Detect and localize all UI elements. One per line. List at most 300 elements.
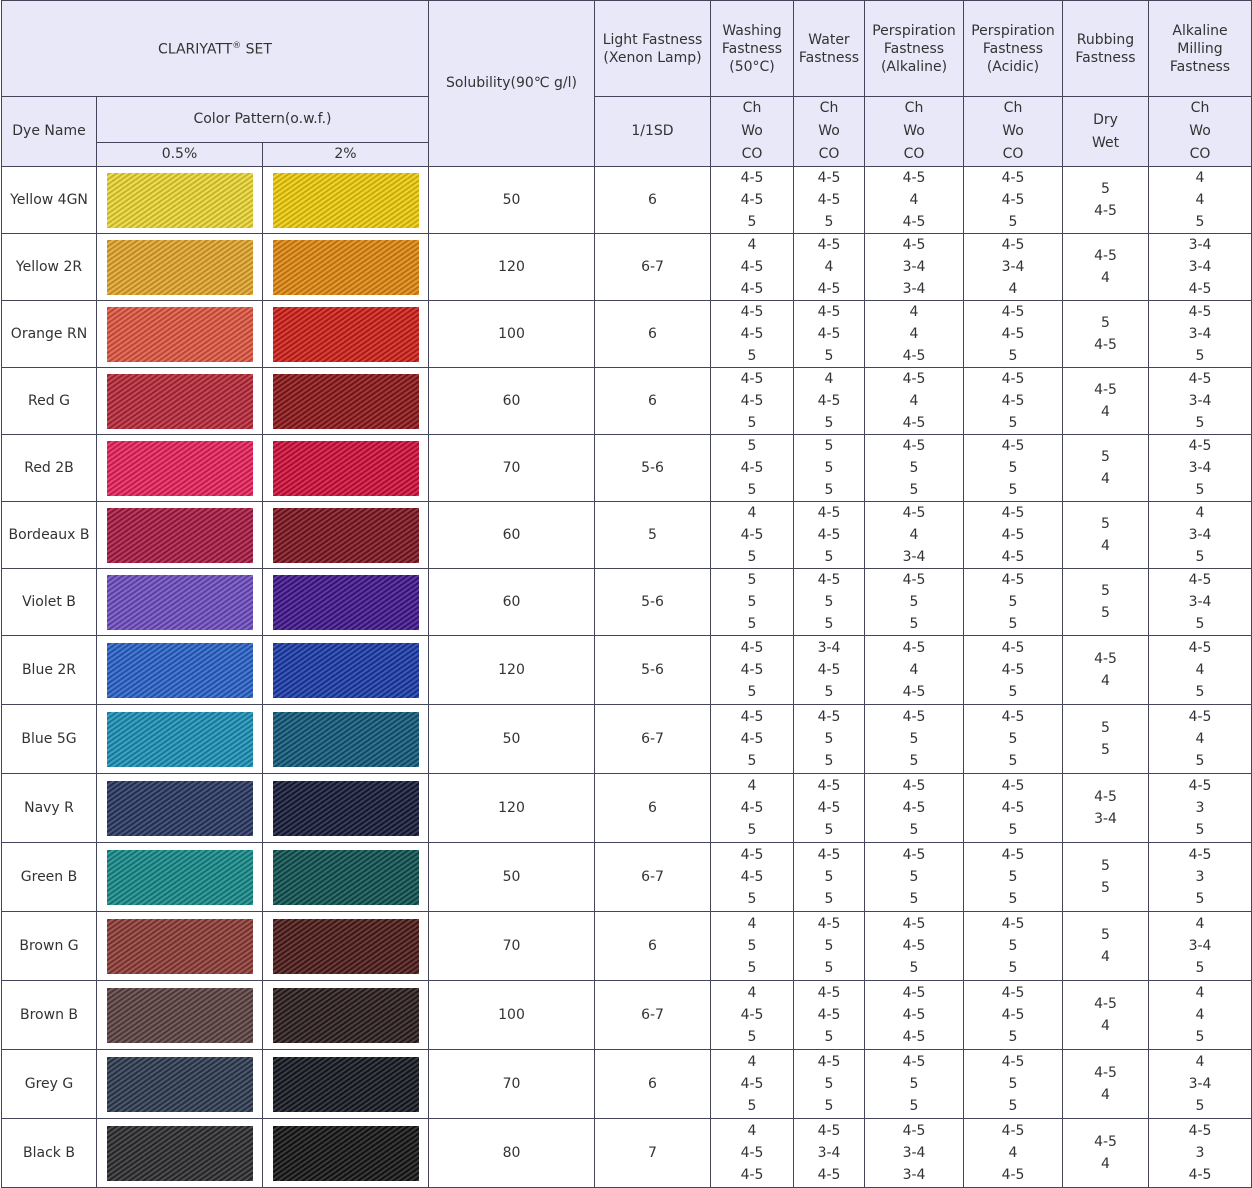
rating-value: 5 (1008, 1098, 1018, 1114)
persp-alk-cell (865, 843, 964, 912)
swatch-cell-high (263, 435, 429, 502)
rating-value: 4-5 (902, 938, 926, 954)
solubility-cell: 70 (429, 1050, 595, 1119)
rating-value: 5 (1195, 482, 1205, 498)
rating-value: 5 (1195, 960, 1205, 976)
fabric-swatch (107, 850, 253, 905)
table-row (2, 234, 1252, 301)
rating-value: 4-5 (817, 709, 841, 725)
rating-value: 4 (1101, 404, 1110, 420)
rating-value: 5 (747, 938, 757, 954)
rating-value: 4-5 (740, 170, 764, 186)
rating-value: 4-5 (1188, 371, 1212, 387)
milling-cell (1149, 981, 1252, 1050)
set-title-header (2, 1, 429, 97)
rating-value: 4-5 (902, 800, 926, 816)
rating-value: 5 (747, 572, 757, 588)
persp-alk-cell (865, 912, 964, 981)
rubbing-cell (1063, 774, 1149, 843)
rating-value: 5 (747, 960, 757, 976)
rating-value: 4 (909, 662, 919, 678)
water-cell (794, 502, 865, 569)
rating-value: 4-5 (740, 371, 764, 387)
rating-value: 4 (747, 916, 757, 932)
rating-value: 5 (747, 415, 757, 431)
rating-value: 4-5 (1001, 549, 1025, 565)
rating-value: 5 (1195, 822, 1205, 838)
rating-value: 5 (1195, 348, 1205, 364)
rating-value: 4-5 (902, 684, 926, 700)
rating-value: 5 (824, 1029, 834, 1045)
solubility-header: Solubility(90℃ g/l) (429, 1, 595, 167)
persp-acid-cell (964, 167, 1063, 234)
washing-cell (711, 843, 794, 912)
water-cell (794, 774, 865, 843)
rating-value: 5 (1008, 1076, 1018, 1092)
rating-value: 4-5 (1001, 985, 1025, 1001)
rating-value: 4-5 (902, 438, 926, 454)
water-sub-header: Ch Wo CO (794, 97, 865, 167)
rating-value: 5 (1101, 880, 1110, 896)
water-cell (794, 912, 865, 981)
table-row (2, 1050, 1252, 1119)
rating-value: 5 (824, 616, 834, 632)
water-cell (794, 636, 865, 705)
rating-value: 4-5 (817, 778, 841, 794)
rating-value: 5 (824, 753, 834, 769)
solubility-cell: 60 (429, 502, 595, 569)
persp-acid-cell (964, 234, 1063, 301)
rating-value: 4-5 (1001, 438, 1025, 454)
fabric-swatch (107, 1126, 253, 1181)
rubbing-cell (1063, 843, 1149, 912)
rating-value: 4-5 (902, 1054, 926, 1070)
persp-alk-cell (865, 1050, 964, 1119)
rating-value: 4-5 (902, 709, 926, 725)
rating-value: 5 (1101, 516, 1110, 532)
persp-acid-cell (964, 774, 1063, 843)
rating-value: 4-5 (817, 304, 841, 320)
table-row (2, 636, 1252, 705)
rating-value: 4-5 (817, 916, 841, 932)
rating-value: 4-5 (740, 1007, 764, 1023)
milling-cell (1149, 368, 1252, 435)
rating-value: 3-4 (1001, 259, 1025, 275)
solubility-cell: 50 (429, 705, 595, 774)
light-fastness-cell: 6 (595, 774, 711, 843)
rating-value: 5 (1008, 960, 1018, 976)
rating-value: 5 (1195, 415, 1205, 431)
rating-value: 4-5 (1001, 847, 1025, 863)
rating-value: 4-5 (902, 985, 926, 1001)
milling-cell (1149, 774, 1252, 843)
milling-cell (1149, 234, 1252, 301)
rating-value: 3-4 (902, 281, 926, 297)
light-fastness-cell: 6-7 (595, 234, 711, 301)
rating-value: 3-4 (902, 1167, 926, 1183)
washing-sub-header: Ch Wo CO (711, 97, 794, 167)
rating-value: 5 (909, 822, 919, 838)
rubbing-cell (1063, 1050, 1149, 1119)
rating-value: 5 (1008, 348, 1018, 364)
rating-value: 4-5 (740, 869, 764, 885)
swatch-cell-low (97, 1050, 263, 1119)
rating-value: 4-5 (1094, 1134, 1117, 1150)
washing-cell (711, 435, 794, 502)
rating-value: 5 (909, 869, 919, 885)
rubbing-cell (1063, 569, 1149, 636)
table-row (2, 1119, 1252, 1188)
fabric-swatch (107, 643, 253, 698)
water-cell (794, 301, 865, 368)
rating-value: 4-5 (740, 460, 764, 476)
rating-value: 3-4 (817, 640, 841, 656)
washing-cell (711, 569, 794, 636)
rating-value: 5 (909, 960, 919, 976)
rating-value: 4 (747, 778, 757, 794)
dye-name-cell: Yellow 4GN (2, 167, 97, 234)
rating-value: 4 (909, 393, 919, 409)
rating-value: 4 (1101, 673, 1110, 689)
rating-value: 4-5 (1001, 237, 1025, 253)
rating-value: 5 (747, 348, 757, 364)
alkaline-milling-header: Alkaline Milling Fastness (1149, 1, 1252, 97)
solubility-cell: 60 (429, 368, 595, 435)
rating-value: 4-5 (1188, 1123, 1212, 1139)
rating-value: 4 (747, 505, 757, 521)
rating-value: 4-5 (1094, 203, 1117, 219)
water-cell (794, 981, 865, 1050)
swatch-cell-high (263, 636, 429, 705)
water-cell (794, 167, 865, 234)
rating-value: 4-5 (1094, 382, 1117, 398)
persp-acid-cell (964, 301, 1063, 368)
fabric-swatch (107, 712, 253, 767)
rating-value: 4-5 (902, 170, 926, 186)
rating-value: 4-5 (817, 1007, 841, 1023)
rating-value: 4-5 (902, 505, 926, 521)
dye-name-cell: Bordeaux B (2, 502, 97, 569)
light-fastness-header: Light Fastness (Xenon Lamp) (595, 1, 711, 97)
water-fastness-header: Water Fastness (794, 1, 865, 97)
solubility-cell: 120 (429, 234, 595, 301)
swatch-cell-high (263, 912, 429, 981)
rating-value: 5 (1195, 1029, 1205, 1045)
rating-value: 4 (1195, 916, 1205, 932)
persp-alk-sub-header: Ch Wo CO (865, 97, 964, 167)
washing-cell (711, 912, 794, 981)
perspiration-acidic-header: Perspiration Fastness (Acidic) (964, 1, 1063, 97)
light-fastness-cell: 7 (595, 1119, 711, 1188)
persp-acid-cell (964, 1050, 1063, 1119)
rating-value: 5 (824, 1076, 834, 1092)
rating-value: 5 (1008, 594, 1018, 610)
fabric-swatch (273, 508, 419, 563)
registered-mark: ® (232, 41, 242, 52)
table-row (2, 167, 1252, 234)
swatch-cell-low (97, 774, 263, 843)
rating-value: 4-5 (902, 572, 926, 588)
rating-value: 5 (824, 415, 834, 431)
milling-sub-header: Ch Wo CO (1149, 97, 1252, 167)
rating-value: 4-5 (1001, 192, 1025, 208)
rating-value: 4 (1195, 505, 1205, 521)
rating-value: 4 (909, 192, 919, 208)
rating-value: 5 (824, 960, 834, 976)
rating-value: 4-5 (1094, 789, 1117, 805)
rating-value: 5 (1008, 616, 1018, 632)
rating-value: 4-5 (902, 214, 926, 230)
persp-alk-cell (865, 636, 964, 705)
dye-name-cell: Blue 5G (2, 705, 97, 774)
rating-value: 4-5 (817, 237, 841, 253)
rating-value: 4-5 (817, 1123, 841, 1139)
fabric-swatch (273, 1057, 419, 1112)
persp-alk-cell (865, 981, 964, 1050)
light-fastness-cell: 6-7 (595, 843, 711, 912)
header-row-sub (2, 97, 1252, 143)
rating-value: 4-5 (1001, 1167, 1025, 1183)
milling-cell (1149, 167, 1252, 234)
rating-value: 4 (747, 985, 757, 1001)
washing-cell (711, 705, 794, 774)
rating-value: 5 (1008, 822, 1018, 838)
water-cell (794, 1119, 865, 1188)
rating-value: 4 (824, 259, 834, 275)
table-body (2, 167, 1252, 1188)
light-fastness-cell: 5-6 (595, 636, 711, 705)
rubbing-cell (1063, 981, 1149, 1050)
milling-cell (1149, 1050, 1252, 1119)
rating-value: 4-5 (1001, 709, 1025, 725)
dye-fastness-table (1, 0, 1252, 1188)
dye-name-cell: Green B (2, 843, 97, 912)
light-fastness-cell: 6 (595, 1050, 711, 1119)
rating-value: 5 (1008, 684, 1018, 700)
rating-value: 4-5 (1001, 778, 1025, 794)
rating-value: 4 (1195, 1007, 1205, 1023)
fabric-swatch (273, 307, 419, 362)
solubility-cell: 70 (429, 435, 595, 502)
rating-value: 4-5 (740, 393, 764, 409)
rating-value: 4-5 (1001, 572, 1025, 588)
solubility-cell: 120 (429, 636, 595, 705)
table-row (2, 705, 1252, 774)
rating-value: 5 (1195, 753, 1205, 769)
persp-alk-cell (865, 502, 964, 569)
rating-value: 4-5 (817, 281, 841, 297)
rubbing-fastness-header: Rubbing Fastness (1063, 1, 1149, 97)
rating-value: 4 (1101, 1018, 1110, 1034)
rating-value: 5 (824, 460, 834, 476)
fabric-swatch (107, 919, 253, 974)
milling-cell (1149, 502, 1252, 569)
rating-value: 4-5 (817, 985, 841, 1001)
swatch-cell-low (97, 912, 263, 981)
washing-cell (711, 774, 794, 843)
rating-value: 4-5 (740, 527, 764, 543)
rating-value: 5 (1008, 482, 1018, 498)
rating-value: 4 (1195, 1054, 1205, 1070)
fabric-swatch (273, 240, 419, 295)
rating-value: 4-5 (817, 1167, 841, 1183)
rating-value: 4-5 (740, 1145, 764, 1161)
rating-value: 5 (1195, 616, 1205, 632)
fabric-swatch (107, 240, 253, 295)
light-fastness-cell: 6-7 (595, 981, 711, 1050)
dye-name-cell: Orange RN (2, 301, 97, 368)
rating-value: 4-5 (1094, 996, 1117, 1012)
rating-value: 4 (1008, 281, 1018, 297)
rating-value: 4-5 (740, 800, 764, 816)
swatch-cell-high (263, 981, 429, 1050)
swatch-cell-high (263, 234, 429, 301)
fabric-swatch (273, 919, 419, 974)
rating-value: 5 (824, 438, 834, 454)
rating-value: 4-5 (817, 326, 841, 342)
rubbing-cell (1063, 368, 1149, 435)
swatch-cell-high (263, 1119, 429, 1188)
dye-name-cell: Black B (2, 1119, 97, 1188)
washing-cell (711, 1050, 794, 1119)
rating-value: 4 (824, 371, 834, 387)
rating-value: 4-5 (902, 778, 926, 794)
solubility-cell: 80 (429, 1119, 595, 1188)
rating-value: 4-5 (817, 800, 841, 816)
rating-value: 3-4 (902, 549, 926, 565)
persp-alk-cell (865, 705, 964, 774)
rating-value: 5 (824, 214, 834, 230)
swatch-cell-low (97, 368, 263, 435)
rating-value: 4-5 (902, 237, 926, 253)
rating-value: 5 (1008, 460, 1018, 476)
rubbing-cell (1063, 167, 1149, 234)
pct-low-header: 0.5% (97, 142, 263, 166)
rating-value: 5 (747, 482, 757, 498)
rating-value: 5 (747, 594, 757, 610)
rating-value: 4-5 (1001, 1007, 1025, 1023)
rating-value: 4-5 (817, 170, 841, 186)
fabric-swatch (107, 307, 253, 362)
rating-value: 5 (824, 822, 834, 838)
rating-value: 5 (1101, 449, 1110, 465)
washing-fastness-header: Washing Fastness (50°C) (711, 1, 794, 97)
rating-value: 4-5 (740, 731, 764, 747)
persp-alk-cell (865, 368, 964, 435)
washing-cell (711, 368, 794, 435)
water-cell (794, 1050, 865, 1119)
dye-name-cell: Grey G (2, 1050, 97, 1119)
rating-value: 5 (824, 1098, 834, 1114)
swatch-cell-low (97, 843, 263, 912)
table-row (2, 569, 1252, 636)
set-title-suffix: SET (241, 41, 272, 58)
rating-value: 3 (1195, 869, 1205, 885)
rating-value: 5 (824, 482, 834, 498)
rubbing-cell (1063, 301, 1149, 368)
dye-name-cell: Red G (2, 368, 97, 435)
water-cell (794, 234, 865, 301)
rating-value: 5 (747, 891, 757, 907)
dye-name-cell: Red 2B (2, 435, 97, 502)
swatch-cell-high (263, 705, 429, 774)
rating-value: 4 (1008, 1145, 1018, 1161)
rubbing-cell (1063, 1119, 1149, 1188)
rating-value: 3-4 (1094, 811, 1117, 827)
swatch-cell-low (97, 502, 263, 569)
rating-value: 5 (1008, 415, 1018, 431)
rating-value: 5 (909, 594, 919, 610)
rating-value: 5 (1101, 605, 1110, 621)
rating-value: 5 (1008, 891, 1018, 907)
persp-acid-cell (964, 981, 1063, 1050)
rating-value: 5 (909, 891, 919, 907)
dye-name-cell: Brown B (2, 981, 97, 1050)
rating-value: 5 (909, 753, 919, 769)
rating-value: 5 (1101, 583, 1110, 599)
swatch-cell-low (97, 981, 263, 1050)
rating-value: 4-5 (1001, 1123, 1025, 1139)
rating-value: 4-5 (1188, 304, 1212, 320)
light-fastness-cell: 6 (595, 368, 711, 435)
rating-value: 4-5 (817, 393, 841, 409)
table-row (2, 981, 1252, 1050)
rating-value: 5 (909, 1076, 919, 1092)
water-cell (794, 368, 865, 435)
rating-value: 4-5 (817, 847, 841, 863)
rating-value: 5 (909, 616, 919, 632)
rating-value: 3-4 (1188, 460, 1212, 476)
rating-value: 3-4 (902, 1145, 926, 1161)
fabric-swatch (273, 575, 419, 630)
milling-cell (1149, 435, 1252, 502)
rating-value: 5 (1195, 214, 1205, 230)
solubility-cell: 120 (429, 774, 595, 843)
rating-value: 5 (1008, 753, 1018, 769)
swatch-cell-low (97, 301, 263, 368)
rating-value: 4-5 (902, 916, 926, 932)
table-row (2, 435, 1252, 502)
solubility-cell: 100 (429, 301, 595, 368)
washing-cell (711, 167, 794, 234)
light-fastness-cell: 6 (595, 912, 711, 981)
pct-high-header: 2% (263, 142, 429, 166)
table-row (2, 843, 1252, 912)
rating-value: 5 (1101, 315, 1110, 331)
rating-value: 3-4 (1188, 326, 1212, 342)
rating-value: 3 (1195, 800, 1205, 816)
rating-value: 4-5 (1001, 393, 1025, 409)
rating-value: 5 (1195, 684, 1205, 700)
light-fastness-cell: 6 (595, 301, 711, 368)
table-row (2, 502, 1252, 569)
fabric-swatch (273, 173, 419, 228)
solubility-cell: 50 (429, 167, 595, 234)
rating-value: 4-5 (1001, 916, 1025, 932)
rating-value: 4-5 (817, 192, 841, 208)
fabric-swatch (107, 988, 253, 1043)
rating-value: 5 (1101, 720, 1110, 736)
solubility-cell: 60 (429, 569, 595, 636)
swatch-cell-low (97, 435, 263, 502)
rating-value: 4-5 (1001, 326, 1025, 342)
rubbing-cell (1063, 705, 1149, 774)
rating-value: 3-4 (1188, 594, 1212, 610)
rating-value: 4-5 (817, 572, 841, 588)
set-title-text: CLARIYATT (158, 41, 233, 58)
persp-alk-cell (865, 569, 964, 636)
rating-value: 3-4 (817, 1145, 841, 1161)
